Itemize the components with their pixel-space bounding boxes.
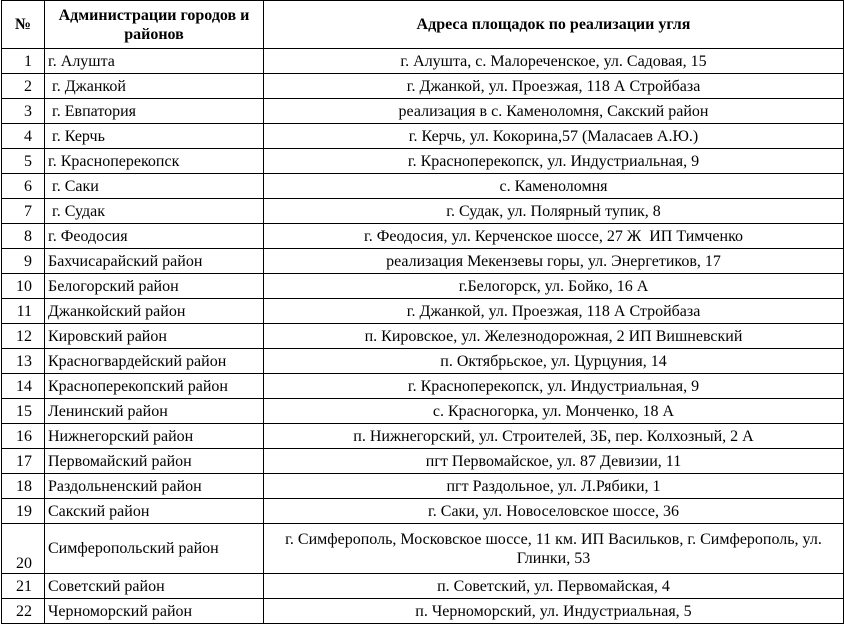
row-administration: Белогорский район bbox=[45, 274, 264, 299]
table-row bbox=[2, 249, 844, 274]
row-address: г. Саки, ул. Новоселовское шоссе, 36 bbox=[264, 499, 844, 524]
row-number: 1 bbox=[2, 49, 45, 74]
row-administration: Первомайский район bbox=[45, 449, 264, 474]
table-row bbox=[2, 474, 844, 499]
row-number: 13 bbox=[2, 349, 45, 374]
row-number: 18 bbox=[2, 474, 45, 499]
table-row bbox=[2, 299, 844, 324]
table-row bbox=[2, 449, 844, 474]
row-address: п. Черноморский, ул. Индустриальная, 5 bbox=[264, 599, 844, 624]
table-row bbox=[2, 199, 844, 224]
row-address: п. Советский, ул. Первомайская, 4 bbox=[264, 574, 844, 599]
row-number: 12 bbox=[2, 324, 45, 349]
row-address: п. Кировское, ул. Железнодорожная, 2 ИП Вишневский bbox=[264, 324, 844, 349]
row-administration: Красноперекопский район bbox=[45, 374, 264, 399]
row-address: г. Красноперекопск, ул. Индустриальная, 9 bbox=[264, 374, 844, 399]
row-address: п. Нижнегорский, ул. Строителей, 3Б, пер. Колхозный, 2 А bbox=[264, 424, 844, 449]
row-number: 9 bbox=[2, 249, 45, 274]
row-administration: г. Алушта bbox=[45, 49, 264, 74]
header-number: № bbox=[2, 1, 45, 49]
row-number: 10 bbox=[2, 274, 45, 299]
row-address: г. Алушта, с. Малореченское, ул. Садовая, 15 bbox=[264, 49, 844, 74]
row-number: 20 bbox=[2, 524, 45, 574]
row-number: 19 bbox=[2, 499, 45, 524]
table-row bbox=[2, 324, 844, 349]
table-row bbox=[2, 424, 844, 449]
row-number: 8 bbox=[2, 224, 45, 249]
row-address: пгт Раздольное, ул. Л.Рябики, 1 bbox=[264, 474, 844, 499]
row-administration: Раздольненский район bbox=[45, 474, 264, 499]
row-number: 16 bbox=[2, 424, 45, 449]
row-administration: Нижнегорский район bbox=[45, 424, 264, 449]
row-number: 17 bbox=[2, 449, 45, 474]
row-administration: г. Красноперекопск bbox=[45, 149, 264, 174]
row-administration: г. Судак bbox=[45, 199, 264, 224]
header-administration: Администрации городов и районов bbox=[45, 1, 264, 49]
row-address: г. Судак, ул. Полярный тупик, 8 bbox=[264, 199, 844, 224]
coal-sites-table bbox=[1, 0, 844, 624]
row-address: с. Красногорка, ул. Монченко, 18 А bbox=[264, 399, 844, 424]
row-address: г. Джанкой, ул. Проезжая, 118 А Стройбаза bbox=[264, 299, 844, 324]
row-administration: г. Керчь bbox=[45, 124, 264, 149]
row-administration: Сакский район bbox=[45, 499, 264, 524]
row-address: г.Белогорск, ул. Бойко, 16 А bbox=[264, 274, 844, 299]
table-row bbox=[2, 274, 844, 299]
row-number: 3 bbox=[2, 99, 45, 124]
table-row bbox=[2, 499, 844, 524]
row-administration: Симферопольский район bbox=[45, 524, 264, 574]
row-number: 15 bbox=[2, 399, 45, 424]
row-number: 7 bbox=[2, 199, 45, 224]
row-administration: г. Саки bbox=[45, 174, 264, 199]
row-address: пгт Первомайское, ул. 87 Девизии, 11 bbox=[264, 449, 844, 474]
table-row bbox=[2, 399, 844, 424]
row-number: 6 bbox=[2, 174, 45, 199]
row-address: г. Красноперекопск, ул. Индустриальная, 9 bbox=[264, 149, 844, 174]
row-address: реализация Мекензевы горы, ул. Энергетиков, 17 bbox=[264, 249, 844, 274]
row-administration: Ленинский район bbox=[45, 399, 264, 424]
row-number: 21 bbox=[2, 574, 45, 599]
row-administration: Бахчисарайский район bbox=[45, 249, 264, 274]
row-address: реализация в с. Каменоломня, Сакский район bbox=[264, 99, 844, 124]
row-address: г. Джанкой, ул. Проезжая, 118 А Стройбаза bbox=[264, 74, 844, 99]
row-number: 11 bbox=[2, 299, 45, 324]
row-administration: г. Феодосия bbox=[45, 224, 264, 249]
row-administration: Джанкойский район bbox=[45, 299, 264, 324]
row-administration: Красногвардейский район bbox=[45, 349, 264, 374]
row-administration: Советский район bbox=[45, 574, 264, 599]
row-number: 4 bbox=[2, 124, 45, 149]
table-row bbox=[2, 349, 844, 374]
table-row bbox=[2, 574, 844, 599]
row-number: 5 bbox=[2, 149, 45, 174]
row-address: г. Симферополь, Московское шоссе, 11 км. ИП Васильков, г. Симферополь, ул. Глинки, 53 bbox=[264, 524, 844, 574]
header-address: Адреса площадок по реализации угля bbox=[264, 1, 844, 49]
row-address: п. Октябрьское, ул. Цурцуния, 14 bbox=[264, 349, 844, 374]
table-row bbox=[2, 224, 844, 249]
row-administration: г. Евпатория bbox=[45, 99, 264, 124]
table-row bbox=[2, 524, 844, 574]
table-row bbox=[2, 599, 844, 624]
table-row bbox=[2, 174, 844, 199]
row-administration: г. Джанкой bbox=[45, 74, 264, 99]
row-address: г. Феодосия, ул. Керченское шоссе, 27 Ж ИП Тимченко bbox=[264, 224, 844, 249]
row-administration: Черноморский район bbox=[45, 599, 264, 624]
table-row bbox=[2, 74, 844, 99]
row-number: 2 bbox=[2, 74, 45, 99]
table-row bbox=[2, 49, 844, 74]
row-number: 14 bbox=[2, 374, 45, 399]
table-row bbox=[2, 149, 844, 174]
table-row bbox=[2, 124, 844, 149]
row-address: г. Керчь, ул. Кокорина,57 (Маласаев А.Ю.) bbox=[264, 124, 844, 149]
row-address: с. Каменоломня bbox=[264, 174, 844, 199]
row-administration: Кировский район bbox=[45, 324, 264, 349]
table-row bbox=[2, 99, 844, 124]
table-row bbox=[2, 374, 844, 399]
table-header-row bbox=[2, 1, 844, 49]
row-number: 22 bbox=[2, 599, 45, 624]
